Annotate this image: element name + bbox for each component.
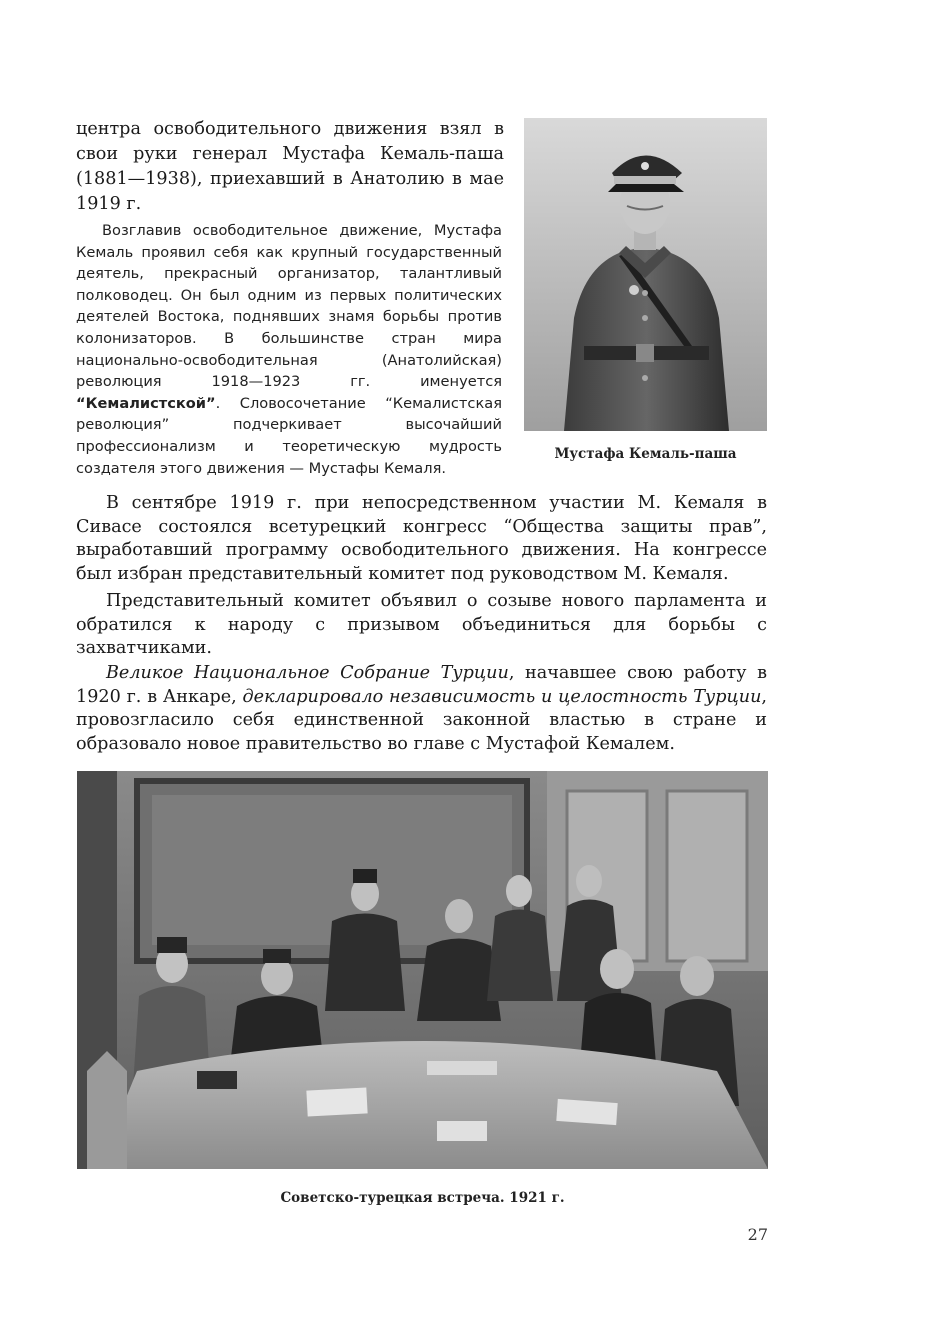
- meeting-caption: Советско-турецкая встреча. 1921 г.: [280, 1190, 565, 1206]
- portrait-caption: Мустафа Кемаль-паша: [554, 446, 737, 462]
- assembly-declaration-italic: декларировало независимость и целостность Турции: [242, 686, 762, 707]
- assembly-text-2: , провозгласило себя единственной законной властью в стране и образовало новое правительство во главе с Мустафой Кемалем.: [76, 686, 767, 754]
- sidebar-note-bold: “Кемалистской”: [76, 394, 216, 412]
- portrait-illustration: [524, 118, 767, 431]
- portrait-photo: [524, 118, 767, 431]
- meeting-illustration: [77, 771, 768, 1169]
- sidebar-note-text-1: Возглавив освободительное движение, Мустафа Кемаль проявил себя как крупный государственный деятель, прекрасный организатор, талантливый полководец. Он был одним из первых политических деятелей Востока, поднявших знамя борьбы против колонизаторов. В большинстве стран мира национально-освободительная (Анатолийская) революция 1918—1923 гг. именуется: [76, 222, 502, 391]
- paragraph-congress: В сентябре 1919 г. при непосредственном участии М. Кемаля в Сивасе состоялся всетурецкий конгресс “Общества защиты прав”, выработавший программу освободительного движения. На конгрессе был избран представительный комитет под руководством М. Кемаля.: [76, 493, 767, 584]
- sidebar-note-text-2: . Словосочетание “Кемалистская революция” подчеркивает высочайший профессионализм и теоретическую мудрость создателя этого движения — Мустафы Кемаля.: [76, 394, 502, 477]
- sidebar-note: [76, 220, 502, 479]
- page-number: 27: [747, 1225, 768, 1244]
- assembly-text-1: , начавшее свою работу в 1920 г. в Анкаре,: [76, 663, 767, 707]
- paragraph-committee: Представительный комитет объявил о созыве нового парламента и обратился к народу с призывом объединиться для борьбы с захватчиками.: [76, 591, 767, 658]
- assembly-name-italic: Великое Национальное Собрание Турции: [106, 663, 509, 683]
- meeting-photo: [77, 771, 768, 1169]
- intro-paragraph: центра освободительного движения взял в свои руки генерал Мустафа Кемаль-паша (1881—1938), приехавший в Анатолию в мае 1919 г.: [76, 119, 504, 214]
- paragraph-assembly: [76, 662, 767, 756]
